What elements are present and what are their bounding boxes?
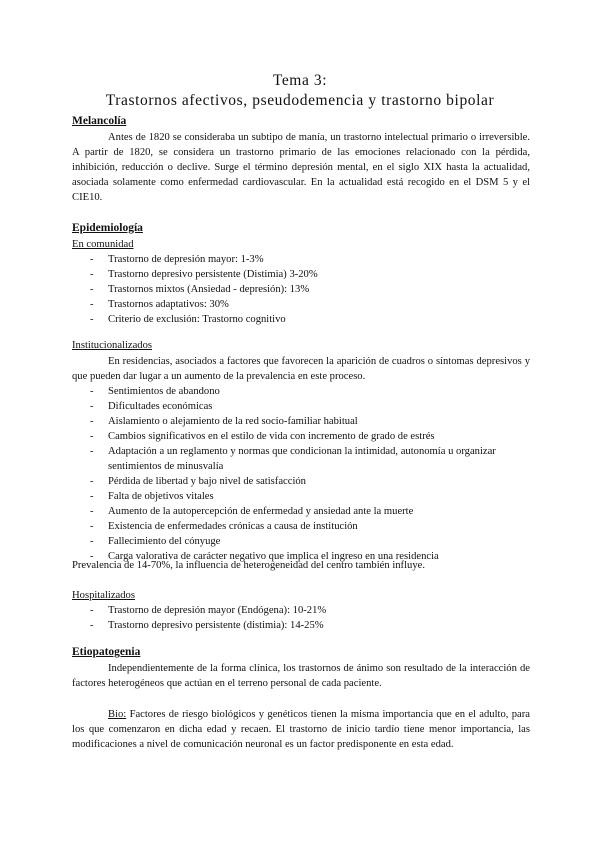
list-item: - Trastorno de depresión mayor (Endógena): 10-21% [72, 603, 530, 618]
bio-label: Bio: [108, 709, 127, 720]
list-item: - Cambios significativos en el estilo de vida con incremento de grado de estrés [72, 429, 530, 444]
list-item: - Trastornos adaptativos: 30% [72, 297, 530, 312]
document-title: Tema 3: [272, 72, 328, 89]
list-item: - Trastorno depresivo persistente (distimia): 14-25% [72, 618, 530, 633]
heading-epidemiologia: Epidemiología [72, 222, 143, 234]
list-item: - Falta de objetivos vitales [72, 489, 530, 504]
list-item: - Adaptación a un reglamento y normas que condicionan la intimidad, autonomía u organizar sentimientos de minusvalía [72, 444, 530, 474]
list-item: - Trastornos mixtos (Ansiedad - depresión): 13% [72, 282, 530, 297]
subheading-institucionalizados: Institucionalizados [72, 340, 153, 351]
list-item: - Dificultades económicas [72, 399, 530, 414]
list-comunidad [72, 252, 530, 327]
paragraph-bio [72, 707, 530, 752]
list-item: - Carga valorativa de carácter negativo que implica el ingreso en una residencia [72, 549, 530, 564]
subheading-comunidad: En comunidad [72, 239, 134, 250]
list-item: - Aumento de la autopercepción de enfermedad y ansiedad ante la muerte [72, 504, 530, 519]
list-item: - Sentimientos de abandono [72, 384, 530, 399]
list-item: - Aislamiento o alejamiento de la red socio-familiar habitual [72, 414, 530, 429]
paragraph-institucionalizados: En residencias, asociados a factores que favorecen la aparición de cuadros o síntomas depresivos y que pueden dar lugar a un aumento de la prevalencia en este proceso. [72, 356, 530, 382]
bio-text: Factores de riesgo biológicos y genéticos tienen la misma importancia que en el adulto, para los que comenzaron en dicha edad y recaen. El trastorno de inicio tardío tiene menor importancia, las modificaciones a nivel de comunicación neuronal es un factor predisponente en esta edad. [72, 709, 530, 750]
list-item: - Pérdida de libertad y bajo nivel de satisfacción [72, 474, 530, 489]
list-hospitalizados [72, 603, 530, 633]
subheading-hospitalizados: Hospitalizados [72, 590, 135, 601]
heading-etiopatogenia: Etiopatogenia [72, 646, 141, 658]
list-institucionalizados [72, 384, 530, 564]
list-item: - Existencia de enfermedades crónicas a causa de institución [72, 519, 530, 534]
list-item: - Fallecimiento del cónyuge [72, 534, 530, 549]
heading-melancolia: Melancolía [72, 115, 127, 127]
list-item: - Trastorno de depresión mayor: 1-3% [72, 252, 530, 267]
paragraph-etiopatogenia: Independientemente de la forma clínica, los trastornos de ánimo son resultado de la interacción de factores heterogéneos que actúan en el terreno personal de cada paciente. [72, 663, 530, 689]
list-item: - Criterio de exclusión: Trastorno cognitivo [72, 312, 530, 327]
list-item: - Trastorno depresivo persistente (Distimia) 3-20% [72, 267, 530, 282]
document-subtitle: Trastornos afectivos, pseudodemencia y trastorno bipolar [105, 92, 495, 109]
paragraph-melancolia: Antes de 1820 se consideraba un subtipo de manía, un trastorno intelectual primario o irreversible. A partir de 1820, se considera un trastorno primario de las emociones relacionado con la pérdida, inhibición, reducción o declive. Surge el término depresión mental, en el siglo XIX hasta la actualidad, asociada solamente como enfermedad cardiovascular. En la actualidad está recogido en el DSM 5 y el CIE10. [72, 132, 530, 203]
paragraph-prevalencia: Prevalencia de 14-70%, la influencia de heterogeneidad del centro también influye. [72, 560, 425, 571]
